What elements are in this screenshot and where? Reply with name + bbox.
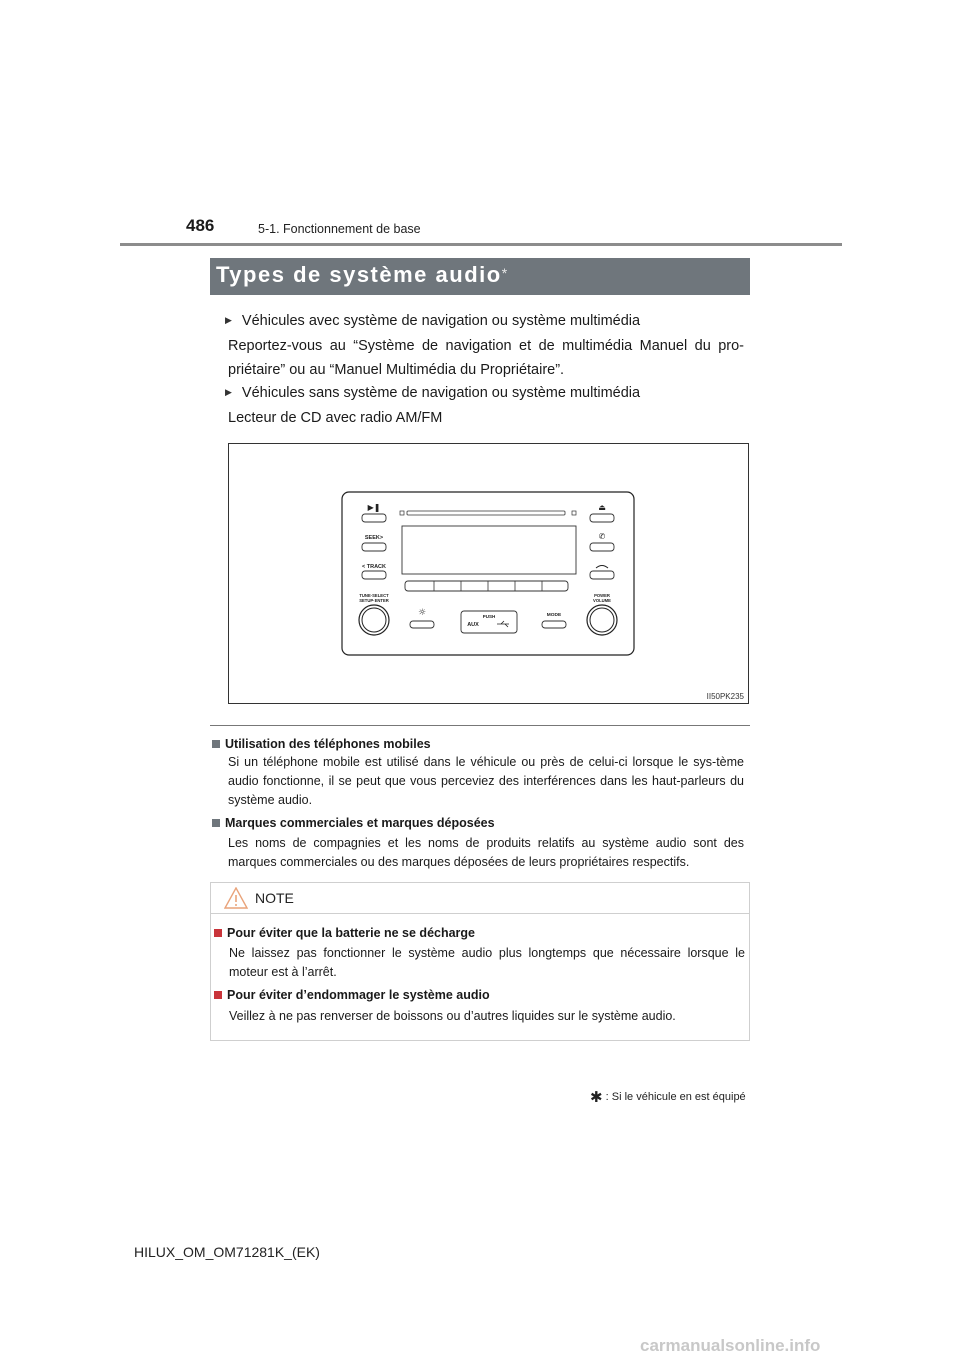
watermark: carmanualsonline.info — [640, 1336, 821, 1355]
svg-text:AUX: AUX — [467, 622, 479, 628]
bullet-without-navigation: ▶ Véhicules sans système de navigation ou système multimédia — [225, 380, 640, 405]
square-bullet-icon — [214, 991, 222, 999]
header-rule — [120, 243, 842, 246]
square-bullet-icon — [212, 819, 220, 827]
square-bullet-icon — [212, 740, 220, 748]
svg-text:SEEK>: SEEK> — [364, 535, 384, 541]
svg-text:⏏: ⏏ — [598, 503, 606, 512]
note-heading-trademarks: Marques commerciales et marques déposées — [212, 816, 495, 830]
section-title-bar — [210, 258, 750, 295]
note-text-mobile: Si un téléphone mobile est utilisé dans le véhicule ou près de celui-ci lorsque le sys-tème audio fonctionne, il se peut que vous perceviez des interférences dans les haut-parleurs du système audio. — [228, 755, 744, 807]
svg-text:< TRACK: < TRACK — [362, 564, 386, 570]
audio-unit-illustration — [229, 444, 748, 703]
svg-text:▶❚: ▶❚ — [367, 503, 381, 512]
audio-unit-figure — [228, 443, 749, 704]
triangle-bullet-icon: ▶ — [225, 387, 232, 397]
bullet-with-navigation: ▶ Véhicules avec système de navigation ou système multimédia — [225, 308, 640, 333]
separator-rule — [210, 725, 750, 726]
footer-document-id: HILUX_OM_OM71281K_(EK) — [134, 1244, 320, 1260]
note-box-heading-damage: Pour éviter d’endommager le système audio — [214, 988, 490, 1002]
note-box-text-battery: Ne laissez pas fonctionner le système audio plus longtemps que nécessaire lorsque le moteur est à l’arrêt. — [229, 946, 745, 979]
svg-text:MODE: MODE — [546, 613, 562, 618]
svg-text:☼: ☼ — [417, 608, 427, 618]
svg-text:PUSH: PUSH — [482, 614, 496, 619]
section-reference: 5-1. Fonctionnement de base — [258, 222, 421, 236]
page-number: 486 — [186, 216, 215, 235]
note-box-heading-battery: Pour éviter que la batterie ne se décharge — [214, 926, 475, 940]
square-bullet-icon — [214, 929, 222, 937]
equipped-asterisk-icon: * — [501, 265, 509, 281]
note-box-text-damage: Veillez à ne pas renverser de boissons ou d’autres liquides sur le système audio. — [229, 1009, 676, 1023]
note-box-header — [211, 883, 749, 914]
note-label: NOTE — [255, 890, 294, 906]
svg-text:VOLUME: VOLUME — [593, 598, 611, 603]
section-title: Types de système audio * — [216, 262, 509, 287]
note-box — [210, 882, 750, 1041]
warning-triangle-icon — [224, 887, 248, 909]
svg-text:SETUP·ENTER: SETUP·ENTER — [359, 598, 389, 603]
footnote: ✱ : Si le véhicule en est équipé — [590, 1089, 746, 1106]
triangle-bullet-icon: ▶ — [225, 315, 232, 325]
note-heading-mobile: Utilisation des téléphones mobiles — [212, 737, 431, 751]
asterisk-icon: ✱ — [590, 1089, 603, 1106]
paragraph-refer-manual: Reportez-vous au “Système de navigation et de multimédia Manuel du pro-priétaire” ou au “Manuel Multimédia du Propriétaire”. — [228, 338, 744, 378]
svg-text:TUNE·SELECT: TUNE·SELECT — [359, 593, 389, 598]
figure-code: II50PK235 — [706, 692, 744, 701]
svg-text:POWER: POWER — [594, 593, 610, 598]
paragraph-cd-player: Lecteur de CD avec radio AM/FM — [228, 410, 443, 426]
note-text-trademarks: Les noms de compagnies et les noms de produits relatifs au système audio sont des marques commerciales ou des marques déposées de leurs propriétaires respectifs. — [228, 836, 744, 869]
svg-text:✆: ✆ — [598, 532, 606, 541]
